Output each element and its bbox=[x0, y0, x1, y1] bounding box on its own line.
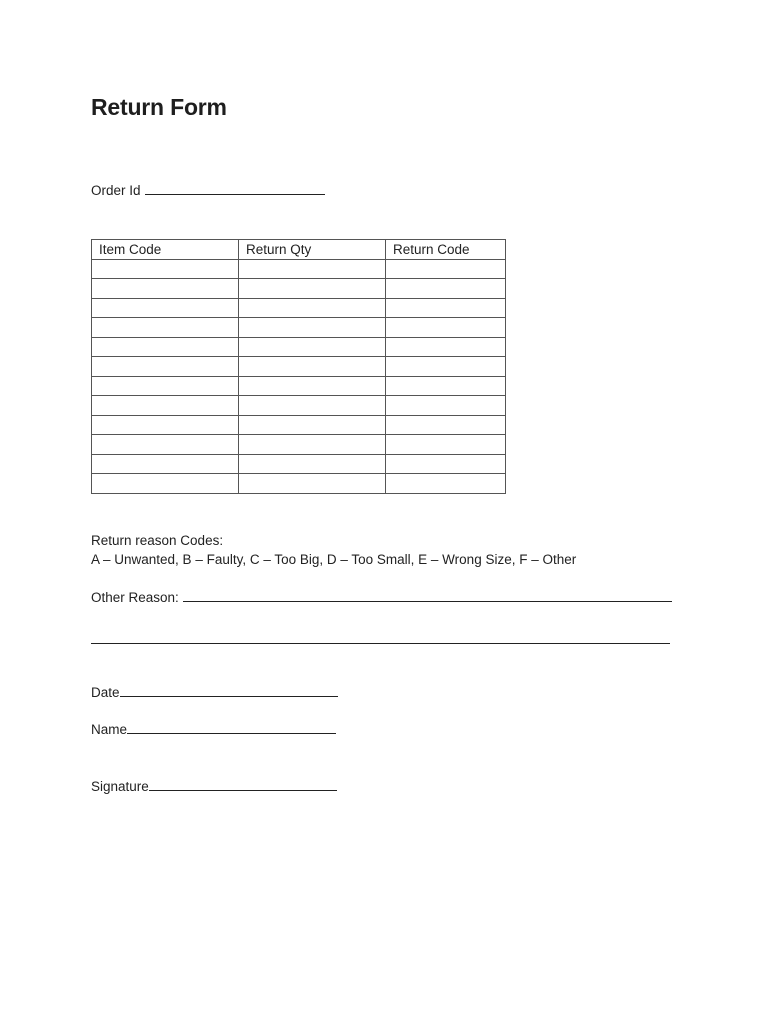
date-field bbox=[91, 685, 338, 700]
header-return-qty: Return Qty bbox=[239, 240, 386, 260]
page-title: Return Form bbox=[91, 94, 227, 120]
table-row bbox=[92, 337, 506, 357]
returns-table-body bbox=[92, 259, 506, 493]
other-reason-label: Other Reason: bbox=[91, 590, 179, 605]
return-qty-cell[interactable] bbox=[239, 376, 386, 396]
return-code-cell[interactable] bbox=[386, 376, 506, 396]
order-id-field bbox=[91, 183, 325, 198]
item-code-cell[interactable] bbox=[92, 279, 239, 299]
table-row bbox=[92, 357, 506, 377]
return-code-cell[interactable] bbox=[386, 318, 506, 338]
return-code-cell[interactable] bbox=[386, 298, 506, 318]
return-qty-cell[interactable] bbox=[239, 415, 386, 435]
item-code-cell[interactable] bbox=[92, 415, 239, 435]
other-reason-field bbox=[91, 590, 672, 605]
return-qty-cell[interactable] bbox=[239, 298, 386, 318]
return-qty-cell[interactable] bbox=[239, 357, 386, 377]
other-reason-input-line[interactable] bbox=[183, 600, 672, 602]
other-reason-input-line-2[interactable] bbox=[91, 643, 670, 644]
item-code-cell[interactable] bbox=[92, 474, 239, 494]
table-row bbox=[92, 298, 506, 318]
return-qty-cell[interactable] bbox=[239, 279, 386, 299]
reason-codes-title: Return reason Codes: bbox=[91, 533, 224, 548]
item-code-cell[interactable] bbox=[92, 435, 239, 455]
return-qty-cell[interactable] bbox=[239, 435, 386, 455]
order-id-label: Order Id bbox=[91, 183, 141, 198]
header-item-code: Item Code bbox=[92, 240, 239, 260]
returns-table bbox=[91, 239, 506, 494]
return-code-cell[interactable] bbox=[386, 357, 506, 377]
table-row bbox=[92, 279, 506, 299]
item-code-cell[interactable] bbox=[92, 357, 239, 377]
reason-codes-list: A – Unwanted, B – Faulty, C – Too Big, D – Too Small, E – Wrong Size, F – Other bbox=[91, 552, 577, 567]
return-qty-cell[interactable] bbox=[239, 337, 386, 357]
return-code-cell[interactable] bbox=[386, 415, 506, 435]
table-row bbox=[92, 474, 506, 494]
return-qty-cell[interactable] bbox=[239, 454, 386, 474]
item-code-cell[interactable] bbox=[92, 259, 239, 279]
table-row bbox=[92, 318, 506, 338]
signature-input-line[interactable] bbox=[149, 789, 337, 791]
table-row bbox=[92, 415, 506, 435]
header-return-code: Return Code bbox=[386, 240, 506, 260]
item-code-cell[interactable] bbox=[92, 396, 239, 416]
signature-label: Signature bbox=[91, 779, 149, 794]
return-code-cell[interactable] bbox=[386, 454, 506, 474]
item-code-cell[interactable] bbox=[92, 298, 239, 318]
date-input-line[interactable] bbox=[120, 695, 338, 697]
table-row bbox=[92, 376, 506, 396]
name-input-line[interactable] bbox=[127, 732, 336, 734]
item-code-cell[interactable] bbox=[92, 454, 239, 474]
item-code-cell[interactable] bbox=[92, 376, 239, 396]
return-code-cell[interactable] bbox=[386, 396, 506, 416]
table-row bbox=[92, 396, 506, 416]
return-code-cell[interactable] bbox=[386, 337, 506, 357]
return-code-cell[interactable] bbox=[386, 259, 506, 279]
name-field bbox=[91, 722, 336, 737]
return-qty-cell[interactable] bbox=[239, 396, 386, 416]
return-qty-cell[interactable] bbox=[239, 259, 386, 279]
item-code-cell[interactable] bbox=[92, 318, 239, 338]
return-code-cell[interactable] bbox=[386, 279, 506, 299]
return-code-cell[interactable] bbox=[386, 435, 506, 455]
return-code-cell[interactable] bbox=[386, 474, 506, 494]
return-qty-cell[interactable] bbox=[239, 474, 386, 494]
table-row bbox=[92, 454, 506, 474]
signature-field bbox=[91, 779, 337, 794]
return-qty-cell[interactable] bbox=[239, 318, 386, 338]
item-code-cell[interactable] bbox=[92, 337, 239, 357]
table-row bbox=[92, 435, 506, 455]
table-row bbox=[92, 259, 506, 279]
name-label: Name bbox=[91, 722, 128, 737]
order-id-input-line[interactable] bbox=[145, 193, 325, 195]
date-label: Date bbox=[91, 685, 120, 700]
table-header-row bbox=[92, 240, 506, 260]
